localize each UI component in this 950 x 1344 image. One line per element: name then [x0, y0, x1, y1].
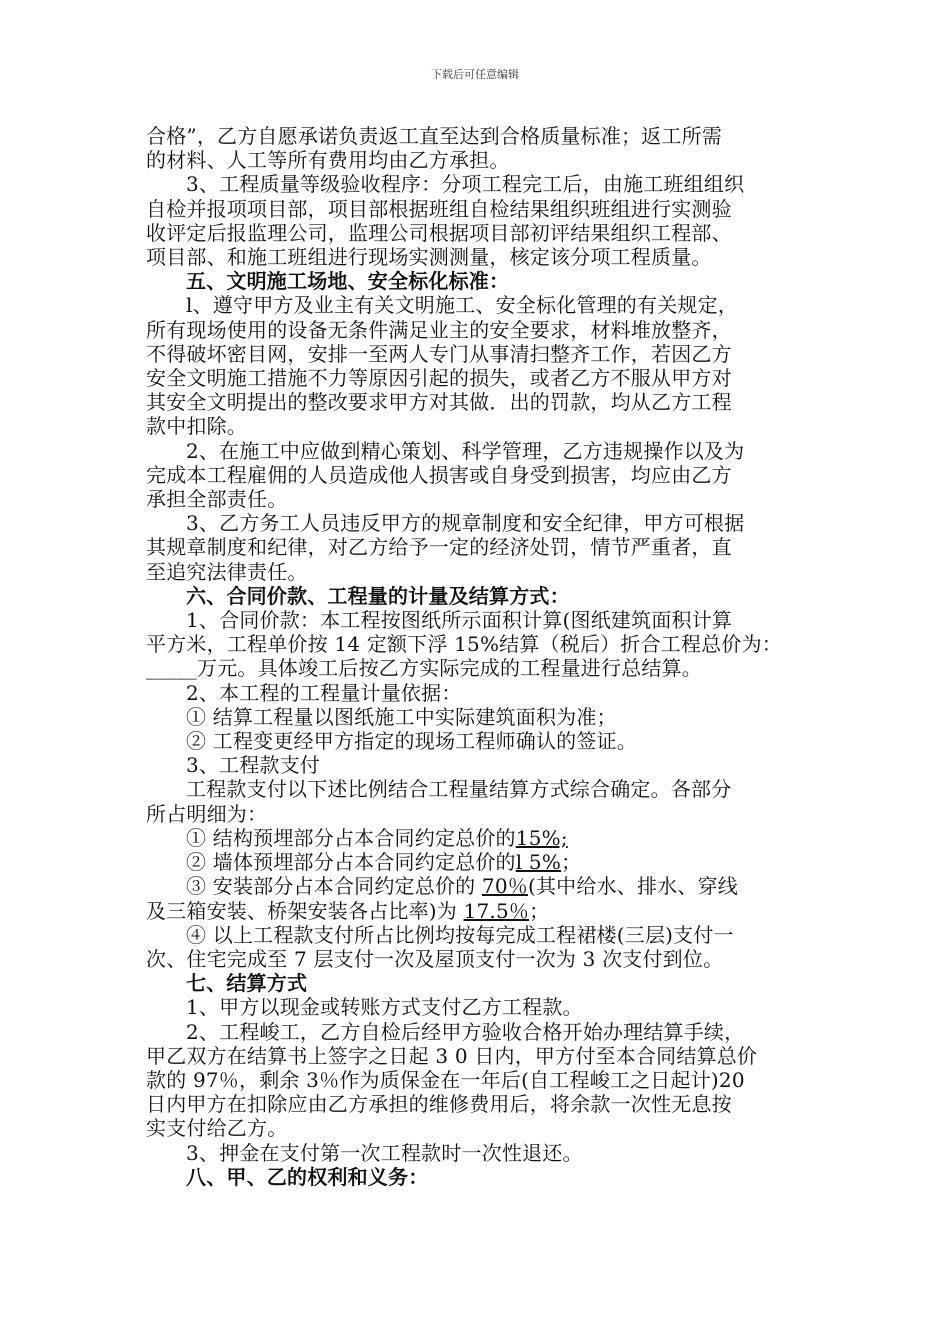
text-line: 1、甲方以现金或转账方式支付乙方工程款。: [186, 995, 583, 1020]
text-line: 2、工程峻工，乙方自检后经甲方验收合格开始办理结算手续，: [186, 1019, 745, 1044]
text-span: ① 结构预埋部分占本合同约定总价的: [186, 825, 516, 850]
text-line: ② 工程变更经甲方指定的现场工程师确认的签证。: [186, 729, 637, 754]
text-span: ；: [561, 850, 582, 875]
text-line: 3、乙方务工人员违反甲方的规章制度和安全纪律，甲方可根据: [186, 511, 745, 536]
text-line: 合格”，乙方自愿承诺负责返工直至达到合格质量标准；返工所需: [146, 124, 723, 148]
text-line: 1、合同价款：本工程按图纸所示面积计算(图纸建筑面积计算: [186, 608, 733, 633]
text-span: ；: [529, 898, 550, 923]
text-line: 至追究法律责任。: [146, 559, 308, 584]
text-line: _____万元。具体竣工后按乙方实际完成的工程量进行总结算。: [146, 656, 702, 681]
text-line: [146, 874, 806, 898]
text-line: 3、押金在支付第一次工程款时一次性退还。: [186, 1140, 583, 1165]
text-line: 不得破坏密目网，安排一至两人专门从事清扫整齐工作，若因乙方: [146, 341, 732, 366]
text-line: 的材料、人工等所有费用均由乙方承担。: [146, 148, 510, 173]
section-heading: 五、文明施工场地、安全标化标准：: [186, 269, 510, 294]
text-line: 所有现场使用的设备无条件满足业主的安全要求，材料堆放整齐，: [146, 317, 732, 342]
text-line: 2、本工程的工程量计量依据：: [186, 680, 462, 705]
text-line: 款中扣除。: [146, 414, 247, 439]
text-line: 日内甲方在扣除应由乙方承担的维修费用后，将余款一次性无息按: [146, 1092, 732, 1117]
text-line: 款的 97％，剩余 3％作为质保金在一年后(自工程峻工之日起计)20: [146, 1067, 745, 1092]
section-heading: 六、合同价款、工程量的计量及结算方式：: [186, 583, 570, 608]
text-line: 平方米，工程单价按 14 定额下浮 15%结算（税后）折合工程总价为：: [146, 632, 782, 657]
text-line: l、遵守甲方及业主有关文明施工、安全标化管理的有关规定，: [186, 293, 738, 318]
percent-value: 15%;: [515, 825, 568, 850]
text-line: ① 结算工程量以图纸施工中实际建筑面积为准；: [186, 704, 617, 729]
text-line: [146, 826, 806, 850]
text-line: 次、住宅完成至 7 层支付一次及屋顶支付一次为 3 次支付到位。: [146, 946, 724, 971]
text-line: 完成本工程雇佣的人员造成他人损害或自身受到损害，均应由乙方: [146, 462, 732, 487]
text-line: 承担全部责任。: [146, 487, 288, 512]
section-heading: 八、甲、乙的权利和义务：: [186, 1164, 429, 1189]
text-line: 安全文明施工措施不力等原因引起的损失，或者乙方不服从甲方对: [146, 366, 732, 391]
text-line: 收评定后报监理公司，监理公司根据项目部初评结果组织工程部、: [146, 220, 732, 245]
text-line: ④ 以上工程款支付所占比例均按每完成工程裙楼(三层)支付一: [186, 922, 734, 947]
text-line: 3、工程质量等级验收程序：分项工程完工后，由施工班组组织: [186, 172, 745, 197]
text-line: 实支付给乙方。: [146, 1116, 288, 1141]
percent-value: 17.5％: [463, 898, 530, 923]
text-span: 及三箱安装、桥架安装各占比率)为: [146, 898, 464, 923]
text-span: (其中给水、排水、穿线: [527, 874, 738, 899]
text-line: 其规章制度和纪律，对乙方给予一定的经济处罚，情节严重者，直: [146, 535, 732, 560]
text-line: 自检并报项项目部，项目部根据班组自检结果组织班组进行实测验: [146, 196, 732, 221]
text-line: 工程款支付以下述比例结合工程量结算方式综合确定。各部分: [186, 777, 732, 802]
text-line: 2、在施工中应做到精心策划、科学管理，乙方违规操作以及为: [186, 438, 745, 463]
text-line: [146, 899, 806, 923]
text-line: 其安全文明提出的整改要求甲方对其做．出的罚款，均从乙方工程: [146, 390, 732, 415]
text-span: ③ 安装部分占本合同约定总价的: [186, 874, 482, 899]
percent-value: 70％: [481, 874, 528, 899]
document-body: [146, 124, 806, 1189]
text-line: 3、工程款支付: [186, 753, 321, 778]
text-line: 所占明细为：: [146, 801, 268, 826]
text-line: 甲乙双方在结算书上签字之日起 3 0 日内，甲方付至本合同结算总价: [146, 1043, 758, 1068]
section-heading: 七、结算方式: [186, 971, 308, 996]
percent-value: l 5%: [515, 850, 562, 875]
page-header: 下载后可任意编辑: [431, 68, 519, 81]
text-span: ② 墙体预埋部分占本合同约定总价的: [186, 850, 516, 875]
text-line: 项目部、和施工班组进行现场实测测量，核定该分项工程质量。: [146, 245, 712, 270]
text-line: [146, 850, 806, 874]
